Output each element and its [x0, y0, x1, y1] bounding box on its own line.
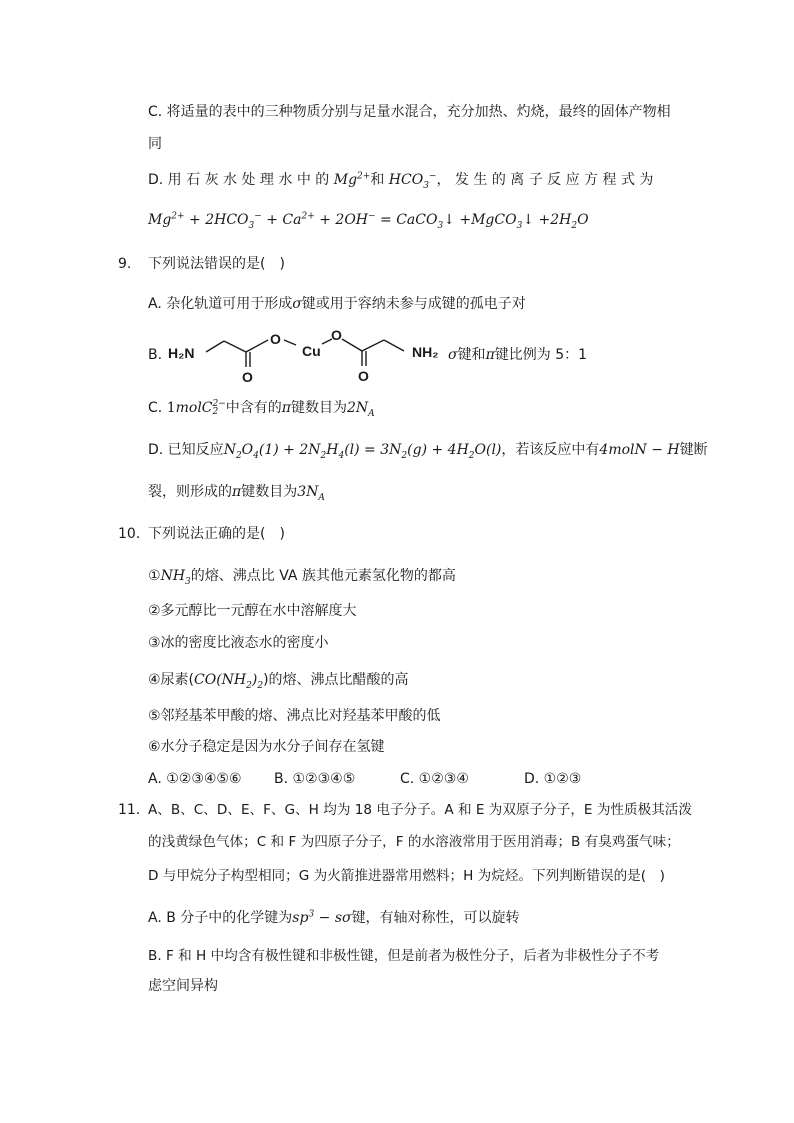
q10-option-c: C. ①②③④ [400, 771, 469, 787]
q10-option-b: B. ①②③④⑤ [274, 771, 356, 787]
q8-option-c-line2: 同 [148, 136, 162, 152]
oxygen-label: O [331, 327, 342, 343]
q10-statement-5: ⑤邻羟基苯甲酸的熔、沸点比对羟基苯甲酸的低 [148, 708, 441, 724]
oxygen-label: O [270, 331, 281, 347]
q8-option-c-line1: C. 将适量的表中的三种物质分别与足量水混合，充分加热、灼烧，最终的固体产物相 [148, 104, 671, 120]
q10-statement-2: ②多元醇比一元醇在水中溶解度大 [148, 603, 357, 619]
q9-stem: 下列说法错误的是( ) [148, 256, 285, 272]
q10-number: 10. [118, 526, 141, 542]
oxygen-label: O [358, 368, 369, 384]
q10-stem: 下列说法正确的是( ) [148, 526, 285, 542]
q9-option-d-line1: D. 已知反应$N_2O_4(1) + 2N_2H_4(l) = 3N_2(g) + 4H_2O(l)$，若该反应中有4molN − H键断 [148, 442, 708, 461]
q9-option-b-label: B. [148, 347, 163, 363]
q11-stem-line3: D 与甲烷分子构型相同；G 为火箭推进器常用燃料；H 为烷烃。下列判断错误的是( ) [148, 868, 665, 884]
q9-option-c: C. 1molC 2− 2 中含有的π键数目为$2N_A$ [148, 399, 375, 419]
q11-stem-line2: 的浅黄绿色气体；C 和 F 为四原子分子，F 的水溶液常用于医用消毒；B 有臭鸡蛋气味； [148, 834, 680, 850]
q11-option-b-line1: B. F 和 H 中均含有极性键和非极性键，但是前者为极性分子，后者为非极性分子不考 [148, 948, 660, 964]
q10-statement-4: ④尿素$(CO(NH_2)_2)$的熔、沸点比醋酸的高 [148, 672, 409, 691]
q11-option-b-line2: 虑空间异构 [148, 978, 218, 994]
q10-statement-1: $①NH_3$的熔、沸点比 VA 族其他元素氢化物的都高 [148, 568, 456, 587]
q8-option-d-line1: D. 用 石 灰 水 处 理 水 中 的 $Mg^{2+}$和 $HCO_3^-$， 发 生 的 离 子 反 应 方 程 式 为 [148, 171, 654, 191]
oxygen-label: O [242, 369, 253, 385]
q11-option-a: A. B 分子中的化学键为$sp^3 - s\sigma$键，有轴对称性，可以旋转 [148, 909, 520, 926]
q9-number: 9. [118, 256, 132, 272]
h2n-label: H₂N [168, 345, 195, 361]
copper-glycinate-structure [166, 322, 456, 388]
q9-option-d-line2: 裂，则形成的π键数目为$3N_A$ [148, 484, 325, 503]
q11-number: 11. [118, 802, 141, 818]
q10-statement-6: ⑥水分子稳定是因为水分子间存在氢键 [148, 739, 385, 755]
copper-label: Cu [302, 343, 321, 359]
q10-statement-3: ③冰的密度比液态水的密度小 [148, 635, 329, 651]
q10-option-d: D. ①②③ [524, 771, 582, 787]
q9-option-a: A. 杂化轨道可用于形成σ键或用于容纳未参与成键的孤电子对 [148, 296, 526, 312]
q8-option-d-equation: $Mg^{2+} + 2HCO_3^- + Ca^{2+} + 2OH^-$ = CaCO$_3$↓ +MgCO$_3$↓ $+2H_2O$ [148, 211, 589, 231]
q11-stem-line1: A、B、C、D、E、F、G、H 均为 18 电子分子。A 和 E 为双原子分子，E 为性质极其活泼 [148, 802, 692, 818]
nh2-label: NH₂ [412, 344, 439, 360]
q10-option-a: A. ①②③④⑤⑥ [148, 771, 242, 787]
q9-option-b-text: σ键和π键比例为 5：1 [448, 347, 588, 363]
